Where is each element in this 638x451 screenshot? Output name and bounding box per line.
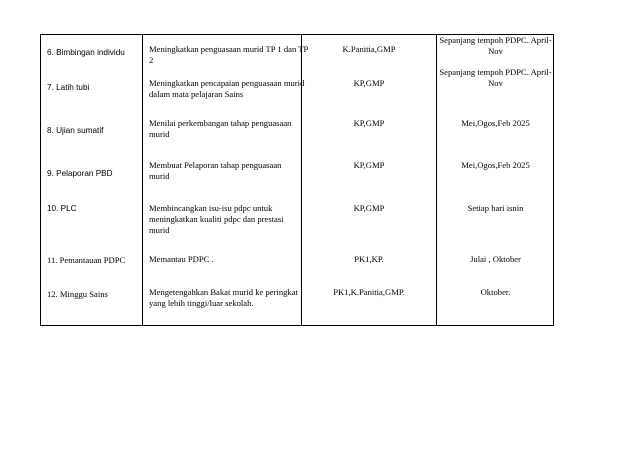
responsible-cell: KP,GMP bbox=[353, 78, 385, 88]
activity-cell: 7. Latih tubi bbox=[47, 83, 90, 92]
activity-cell: 9. Pelaporan PBD bbox=[47, 169, 113, 178]
activity-table bbox=[40, 34, 554, 326]
timeline-cell: Setiap hari isnin bbox=[467, 203, 524, 213]
responsible-cell: PK1,KP. bbox=[354, 254, 384, 264]
objective-cell: Meningkatkan pencapaian penguasaan murid dalam mata pelajaran Sains bbox=[149, 78, 305, 99]
column-divider bbox=[142, 35, 143, 325]
responsible-cell: PK1,K.Panitia,GMP. bbox=[333, 287, 405, 297]
timeline-cell: Sepanjang tempoh PDPC. April- Nov bbox=[439, 67, 552, 88]
objective-cell: Menilai perkembangan tahap penguasaan murid bbox=[149, 118, 292, 139]
objective-cell: Memantau PDPC . bbox=[149, 254, 214, 264]
activity-cell: 11. Pemantauan PDPC bbox=[47, 255, 126, 265]
timeline-cell: Sepanjang tempoh PDPC. April- Nov bbox=[439, 35, 552, 56]
responsible-cell: KP,GMP bbox=[353, 160, 385, 170]
responsible-cell: KP,GMP bbox=[353, 118, 385, 128]
activity-cell: 6. Bimbingan individu bbox=[47, 48, 125, 57]
objective-cell: Membincangkan isu-isu pdpc untuk meningkatkan kualiti pdpc dan prestasi murid bbox=[149, 203, 284, 235]
activity-cell: 10. PLC bbox=[47, 204, 77, 213]
activity-cell: 8. Ujian sumatif bbox=[47, 126, 104, 135]
objective-cell: Meningkatkan penguasaan murid TP 1 dan TP 2 bbox=[149, 44, 308, 65]
timeline-cell: Mei,Ogos,Feb 2025 bbox=[461, 160, 530, 170]
timeline-cell: Julai , Oktober bbox=[470, 254, 521, 264]
responsible-cell: KP,GMP bbox=[353, 203, 385, 213]
activity-cell: 12. Minggu Sains bbox=[47, 289, 108, 299]
objective-cell: Membuat Pelaporan tahap penguasaan murid bbox=[149, 160, 282, 181]
responsible-cell: K.Panitia,GMP bbox=[342, 44, 396, 54]
timeline-cell: Mei,Ogos,Feb 2025 bbox=[461, 118, 530, 128]
objective-cell: Mengetengahkan Bakat murid ke peringkat yang lebih tinggi/luar sekolah. bbox=[149, 287, 298, 308]
timeline-cell: Oktober. bbox=[480, 287, 511, 297]
